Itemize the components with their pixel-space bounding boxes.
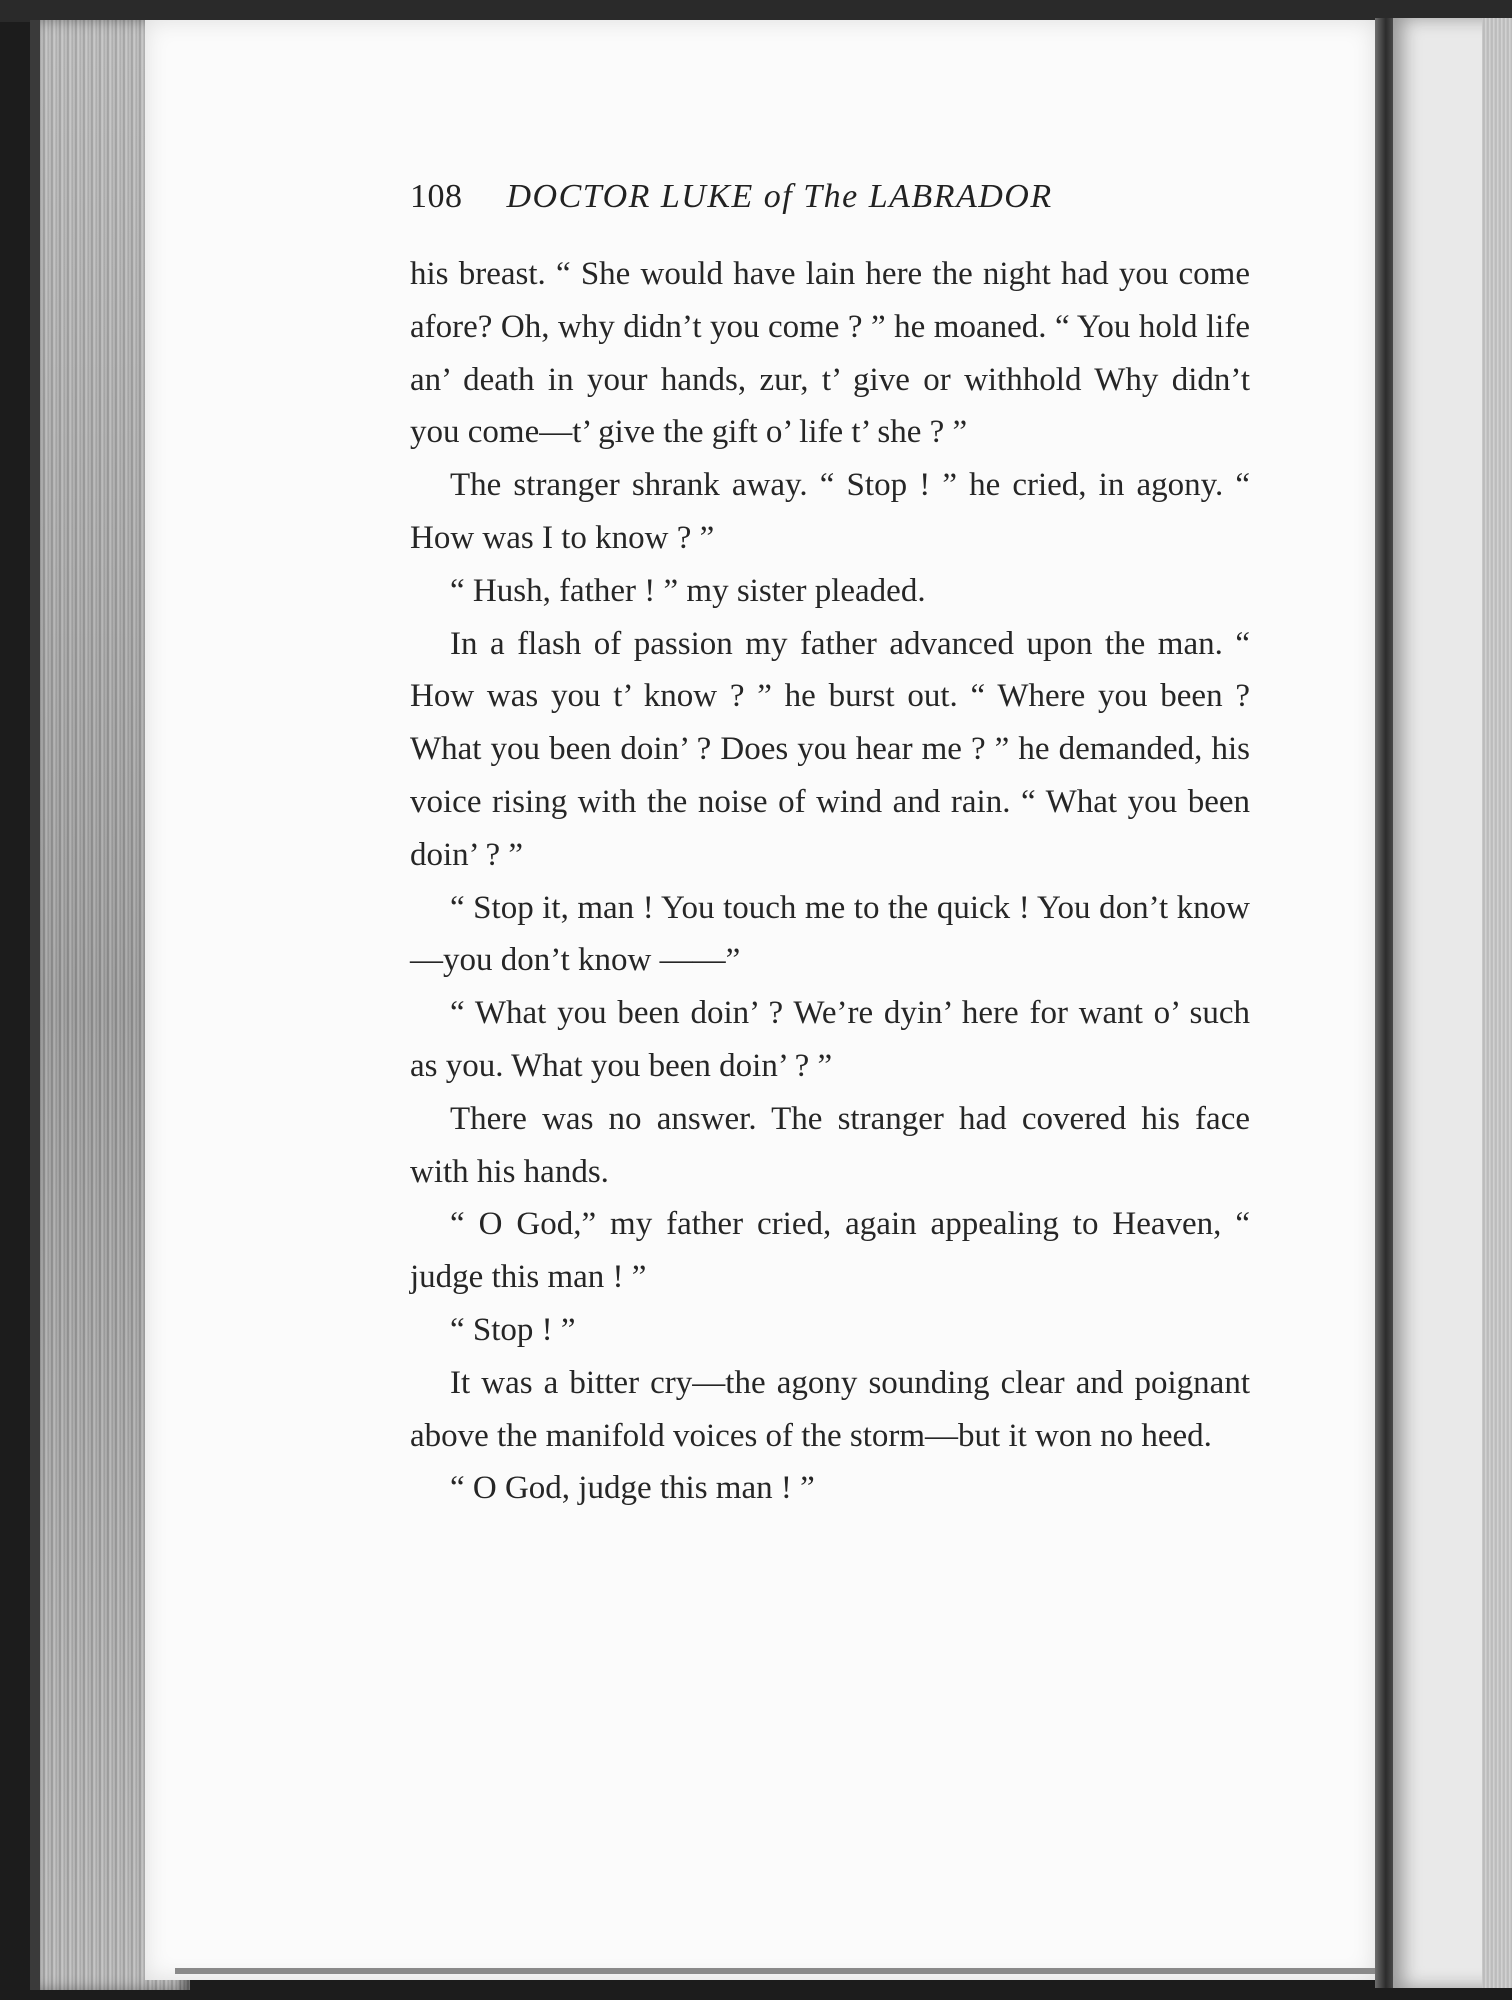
paragraph: There was no answer. The stranger had covered his face with his hands. — [410, 1100, 1250, 1190]
paragraph: “ What you been doin’ ? We’re dyin’ here for want o’ such as you. What you been doin’ ? ” — [410, 995, 1250, 1084]
paragraph: “ Stop it, man ! You touch me to the quick ! You don’t know—you don’t know ——” — [410, 889, 1250, 979]
paragraph: The stranger shrank away. “ Stop ! ” he cried, in agony. “ How was I to know ? ” — [410, 467, 1250, 556]
paragraph: “ O God, judge this man ! ” — [450, 1470, 815, 1507]
paragraph: “ Stop ! ” — [450, 1311, 576, 1348]
body-text — [410, 248, 1250, 1515]
book-gutter — [1375, 18, 1393, 1988]
paragraph: “ O God,” my father cried, again appealing to Heaven, “ judge this man ! ” — [410, 1206, 1250, 1296]
scan-border-top — [0, 0, 1512, 22]
facing-page-leaves — [1482, 18, 1512, 1988]
running-head — [410, 178, 1190, 216]
paragraph: his breast. “ She would have lain here the night had you come afore? Oh, why didn’t you come ? ” he moaned. “ You hold life an’ death in your hands, zur, t’ give or withhold Why didn’t you come—t’ give the gift o’ life t’ she ? ” — [410, 256, 1250, 451]
paragraph: “ Hush, father ! ” my sister pleaded. — [450, 572, 926, 609]
page-bottom-edge — [175, 1968, 1375, 1974]
paragraph: In a flash of passion my father advanced upon the man. “ How was you t’ know ? ” he burst out. “ Where you been ? What you been doin’ ? Does you hear me ? ” he demanded, his voice rising with the noise of wind and rain. “ What you been doin’ ? ” — [410, 625, 1250, 873]
running-title: DOCTOR LUKE of The LABRADOR — [506, 178, 1053, 215]
page-number: 108 — [410, 178, 463, 215]
paragraph: It was a bitter cry—the agony sounding clear and poignant above the manifold voices of the storm—but it won no heed. — [410, 1364, 1250, 1454]
